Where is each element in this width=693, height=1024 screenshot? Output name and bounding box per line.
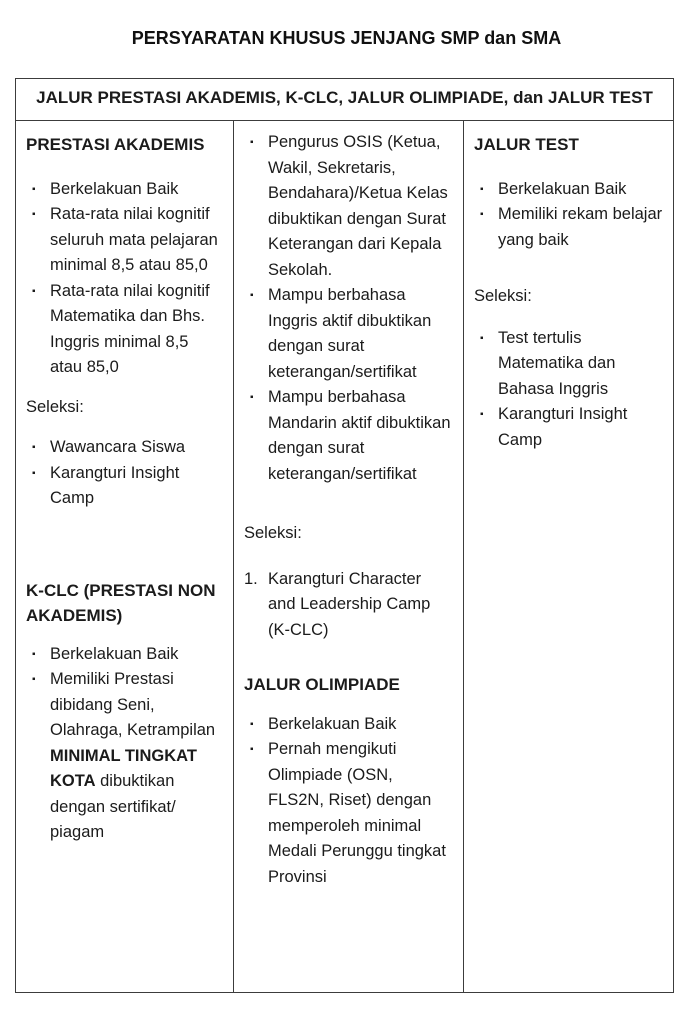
section-heading-kclc: K-CLC (PRESTASI NON AKADEMIS) xyxy=(26,580,216,625)
square-bullet-icon: ▪ xyxy=(32,442,36,453)
square-bullet-icon: ▪ xyxy=(32,285,36,297)
olimpiade-requirements-list xyxy=(244,712,453,891)
square-bullet-icon: ▪ xyxy=(250,137,254,148)
requirement-item xyxy=(26,279,223,381)
seleksi-text: Test tertulis Matematika dan Bahasa Inggris xyxy=(498,328,616,398)
table-header: JALUR PRESTASI AKADEMIS, K-CLC, JALUR OLIMPIADE, dan JALUR TEST xyxy=(16,79,673,121)
square-bullet-icon: ▪ xyxy=(32,209,36,220)
requirement-item xyxy=(474,202,663,253)
requirement-text: Memiliki rekam belajar yang baik xyxy=(498,205,663,249)
column-osis-olimpiade xyxy=(234,121,464,992)
square-bullet-icon: ▪ xyxy=(480,209,484,220)
requirement-item xyxy=(26,642,223,668)
jalur-test-requirements-list xyxy=(474,177,663,254)
column-jalur-test xyxy=(464,121,673,992)
square-bullet-icon: ▪ xyxy=(32,183,36,195)
prestasi-akademis-requirements-list xyxy=(26,177,223,381)
seleksi-item xyxy=(474,402,663,453)
requirement-text: Berkelakuan Baik xyxy=(50,179,179,198)
requirement-text: Pernah mengikuti Olimpiade (OSN, FLS2N, Riset) dengan memperoleh minimal Medali Perunggu tingkat Provinsi xyxy=(268,740,446,886)
seleksi-item xyxy=(26,461,223,512)
requirement-item xyxy=(26,667,223,846)
square-bullet-icon: ▪ xyxy=(480,409,484,420)
requirement-text: Berkelakuan Baik xyxy=(50,644,179,663)
square-bullet-icon: ▪ xyxy=(32,648,36,660)
requirement-item xyxy=(244,712,453,738)
requirement-text-pre: Memiliki Prestasi dibidang Seni, Olahraga, Ketrampilan xyxy=(50,670,216,739)
requirement-item xyxy=(474,177,663,203)
seleksi-label: Seleksi: xyxy=(474,287,532,305)
requirement-text: Mampu berbahasa Inggris aktif dibuktikan dengan surat keterangan/sertifikat xyxy=(268,286,432,381)
seleksi-item xyxy=(244,567,453,644)
column-prestasi-akademis xyxy=(16,121,234,992)
square-bullet-icon: ▪ xyxy=(250,744,254,755)
square-bullet-icon: ▪ xyxy=(32,467,36,479)
requirement-text-bold: MINIMAL TINGKAT KOTA xyxy=(50,746,197,790)
requirement-text: Rata-rata nilai kognitif seluruh mata pelajaran minimal 8,5 atau 85,0 xyxy=(50,205,218,274)
requirement-text: Berkelakuan Baik xyxy=(498,179,627,198)
square-bullet-icon: ▪ xyxy=(480,332,484,344)
seleksi-text: Karangturi Character and Leadership Camp (K-CLC) xyxy=(268,569,431,639)
requirement-item xyxy=(244,385,453,487)
seleksi-label: Seleksi: xyxy=(244,524,302,542)
requirements-table xyxy=(15,78,674,993)
seleksi-text: Karangturi Insight Camp xyxy=(50,463,180,507)
table-body xyxy=(16,121,673,992)
seleksi-item xyxy=(26,435,223,461)
square-bullet-icon: ▪ xyxy=(250,392,254,403)
seleksi-text: Karangturi Insight Camp xyxy=(498,405,628,449)
seleksi-item xyxy=(474,326,663,403)
jalur-test-seleksi-list xyxy=(474,326,663,454)
requirement-item xyxy=(244,283,453,385)
osis-requirements-list xyxy=(244,130,453,487)
requirement-text: Berkelakuan Baik xyxy=(268,714,397,733)
square-bullet-icon: ▪ xyxy=(480,183,484,195)
requirement-text: Pengurus OSIS (Ketua, Wakil, Sekretaris, Bendahara)/Ketua Kelas dibuktikan dengan Surat Keterangan dari Kepala Sekolah. xyxy=(268,133,448,279)
requirement-text-post: dibuktikan dengan sertifikat/ piagam xyxy=(50,772,176,841)
requirement-text xyxy=(50,667,223,846)
section-heading-prestasi-akademis: PRESTASI AKADEMIS xyxy=(26,135,205,154)
requirement-item xyxy=(244,737,453,890)
square-bullet-icon: ▪ xyxy=(250,718,254,730)
page-title: PERSYARATAN KHUSUS JENJANG SMP dan SMA xyxy=(131,28,562,48)
requirement-text: Mampu berbahasa Mandarin aktif dibuktikan dengan surat keterangan/sertifikat xyxy=(268,388,451,483)
requirement-item xyxy=(26,202,223,279)
square-bullet-icon: ▪ xyxy=(250,290,254,301)
square-bullet-icon: ▪ xyxy=(32,674,36,685)
seleksi-label: Seleksi: xyxy=(26,397,84,416)
requirement-text: Rata-rata nilai kognitif Matematika dan Bhs. Inggris minimal 8,5 atau 85,0 xyxy=(50,281,210,376)
seleksi-text: Wawancara Siswa xyxy=(50,438,186,456)
section-heading-jalur-olimpiade: JALUR OLIMPIADE xyxy=(244,675,400,694)
section-heading-jalur-test: JALUR TEST xyxy=(474,135,579,154)
requirement-item xyxy=(244,130,453,283)
prestasi-akademis-seleksi-list xyxy=(26,435,223,512)
list-number: 1. xyxy=(244,569,258,588)
requirement-item xyxy=(26,177,223,203)
kclc-seleksi-list xyxy=(244,567,453,644)
kclc-requirements-list xyxy=(26,642,223,846)
